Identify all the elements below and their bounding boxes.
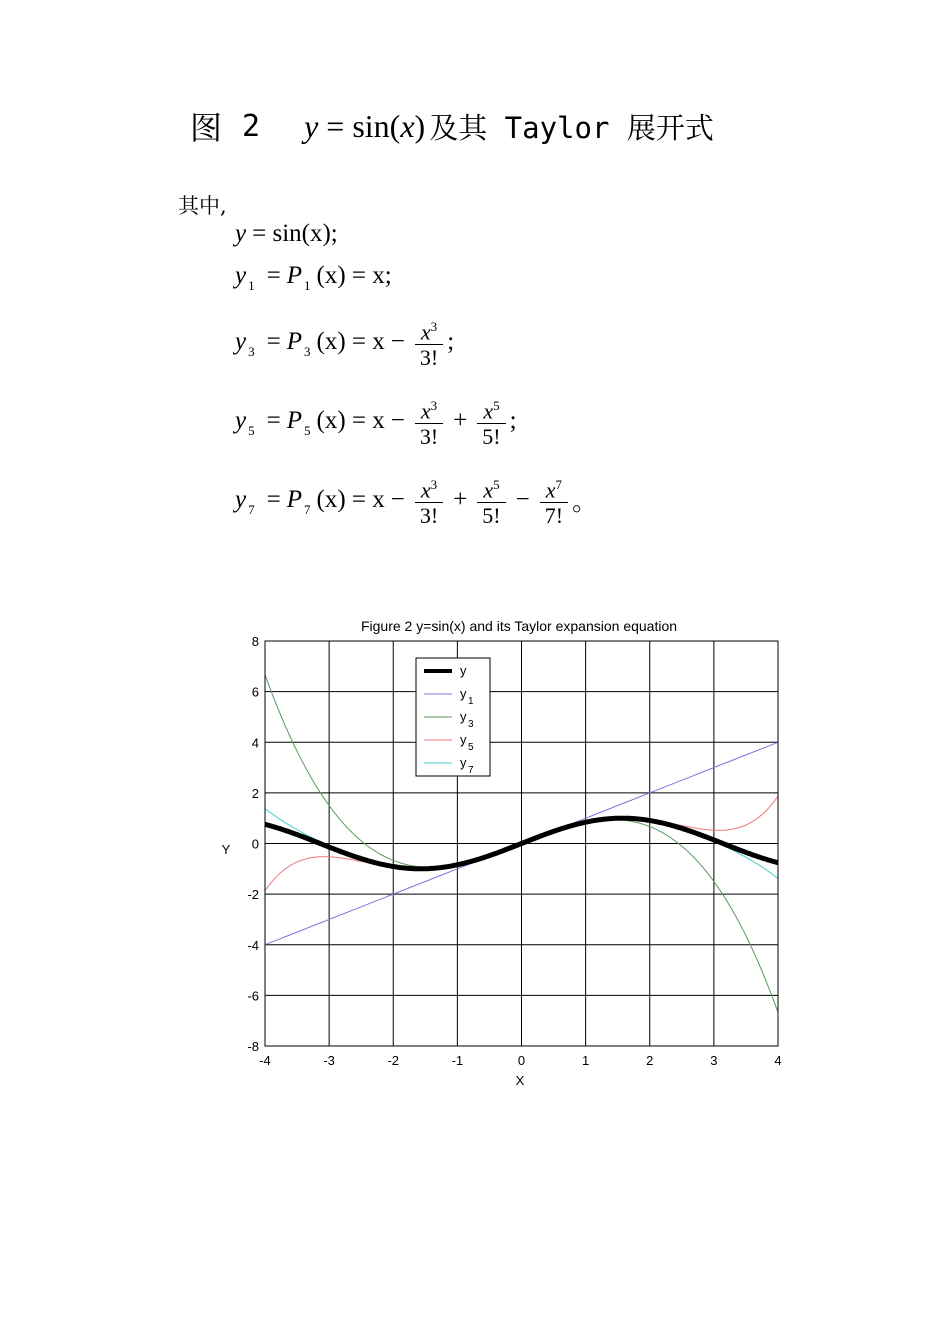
eq-sub: 7 xyxy=(248,502,255,518)
eq-y: y xyxy=(235,486,247,514)
eq-psub: 7 xyxy=(304,502,311,518)
eq-sub: 5 xyxy=(248,423,255,439)
heading-eq-close: ) xyxy=(414,107,426,144)
eq-mid: (x) = x xyxy=(316,262,385,289)
y-tick-label: 4 xyxy=(251,735,259,751)
legend-label-sub: 3 xyxy=(468,719,474,730)
eq-sub: 3 xyxy=(248,344,255,360)
chart-legend xyxy=(416,658,490,776)
frac-pow: 5 xyxy=(493,477,500,492)
y-tick-labels xyxy=(247,634,259,1054)
eq-y: y xyxy=(235,220,247,247)
frac-den: 3! xyxy=(415,423,443,450)
frac-pow: 7 xyxy=(555,477,563,492)
eq-p: P xyxy=(286,262,302,289)
x-tick-label: 3 xyxy=(710,1053,718,1068)
x-tick-label: 2 xyxy=(646,1053,654,1068)
eq-y: y xyxy=(235,328,247,356)
eq-tail: ; xyxy=(447,328,455,356)
heading-eq-fn: sin( xyxy=(352,107,401,144)
eq-y: y xyxy=(235,407,247,435)
frac-pow: 3 xyxy=(430,319,438,334)
eq-tail: ; xyxy=(384,262,392,289)
legend-label: y xyxy=(460,732,467,747)
y-tick-label: -6 xyxy=(247,988,259,1004)
frac-pow: 5 xyxy=(493,398,500,413)
equation-p7: y $_7$ = P $_7$ (x) = x − $\frac{x^3}{3!}$ + $\frac{x^5}{5!}$ − $\frac{x^7}{7!}$ 。 xyxy=(235,472,597,528)
eq-tail: 。 xyxy=(572,489,598,517)
equation-p3: y $_3$ = P $_3$ (x) = x − $\frac{x^3}{3!}$ ; xyxy=(235,314,454,370)
eq-y: y xyxy=(235,262,247,289)
eq-mid: (x) = x xyxy=(316,328,385,356)
frac-den: 3! xyxy=(415,344,443,371)
frac-den: 3! xyxy=(415,502,443,529)
eq-op: − xyxy=(390,328,405,356)
eq-op: − xyxy=(515,486,530,514)
y-tick-label: -4 xyxy=(247,937,259,953)
frac-pow: 3 xyxy=(430,398,438,413)
frac-den: 5! xyxy=(477,502,505,529)
frac-num: x xyxy=(420,477,431,503)
legend-label: y xyxy=(460,686,467,701)
heading-eq-y: y xyxy=(304,107,319,144)
y-tick-label: -2 xyxy=(247,887,259,903)
eq-op: − xyxy=(390,407,405,435)
x-tick-label: -4 xyxy=(259,1053,271,1068)
y-tick-label: 2 xyxy=(251,785,259,801)
eq-p: P xyxy=(286,328,302,356)
frac-num: x xyxy=(483,477,494,503)
x-tick-label: 0 xyxy=(517,1053,526,1068)
eq-op: − xyxy=(390,486,405,514)
legend-label-sub: 5 xyxy=(468,742,474,753)
intro-text: 其中, xyxy=(178,194,227,218)
y-tick-label: 0 xyxy=(251,836,259,852)
legend-label: y xyxy=(460,709,467,724)
eq-op: + xyxy=(453,486,468,514)
legend-label-sub: 1 xyxy=(468,696,474,707)
heading-title-rest: 及其 Taylor 展开式 xyxy=(429,110,714,145)
legend-label: y xyxy=(460,755,467,770)
eq-psub: 3 xyxy=(304,344,311,360)
legend-label: y xyxy=(460,663,467,678)
y-axis-label: Y xyxy=(221,842,231,857)
eq-p: P xyxy=(286,407,302,435)
figure-number: 2 xyxy=(242,108,261,144)
x-tick-labels xyxy=(259,1053,781,1068)
frac-num: x xyxy=(420,398,431,424)
x-tick-label: 1 xyxy=(582,1053,590,1068)
x-tick-label: -1 xyxy=(451,1053,464,1068)
eq-p: P xyxy=(286,486,302,514)
eq-body: = sin(x); xyxy=(252,220,338,247)
x-axis-label: X xyxy=(515,1073,525,1088)
frac-den: 7! xyxy=(540,502,568,529)
x-tick-label: 4 xyxy=(774,1053,782,1068)
frac-pow: 3 xyxy=(430,477,438,492)
equation-p5: y $_5$ = P $_5$ (x) = x − $\frac{x^3}{3!}$ + $\frac{x^5}{5!}$ ; xyxy=(235,393,517,449)
y-tick-label: -8 xyxy=(247,1039,259,1054)
eq-mid: (x) = x xyxy=(316,407,385,435)
heading-eq-x: x xyxy=(400,107,415,144)
equation-p1: y $_1$ = P $_1$ (x) = x ; xyxy=(235,262,392,293)
eq-mid: (x) = x xyxy=(316,486,385,514)
frac-num: x xyxy=(420,319,431,345)
frac-den: 5! xyxy=(477,423,505,450)
heading-eq-sign: = xyxy=(326,107,345,144)
figure-label: 图 xyxy=(190,109,229,147)
chart-title: Figure 2 y=sin(x) and its Taylor expansion equation xyxy=(360,618,678,634)
legend-label-sub: 7 xyxy=(468,765,474,776)
y-tick-label: 8 xyxy=(251,634,259,649)
eq-psub: 1 xyxy=(304,278,311,293)
y-tick-label: 6 xyxy=(251,684,259,700)
frac-num: x xyxy=(545,477,556,503)
eq-sub: 1 xyxy=(248,278,255,293)
eq-psub: 5 xyxy=(304,423,311,439)
x-tick-label: -2 xyxy=(387,1053,400,1068)
eq-op: + xyxy=(453,407,468,435)
eq-tail: ; xyxy=(509,407,517,435)
x-tick-label: -3 xyxy=(323,1053,335,1068)
frac-num: x xyxy=(483,398,494,424)
